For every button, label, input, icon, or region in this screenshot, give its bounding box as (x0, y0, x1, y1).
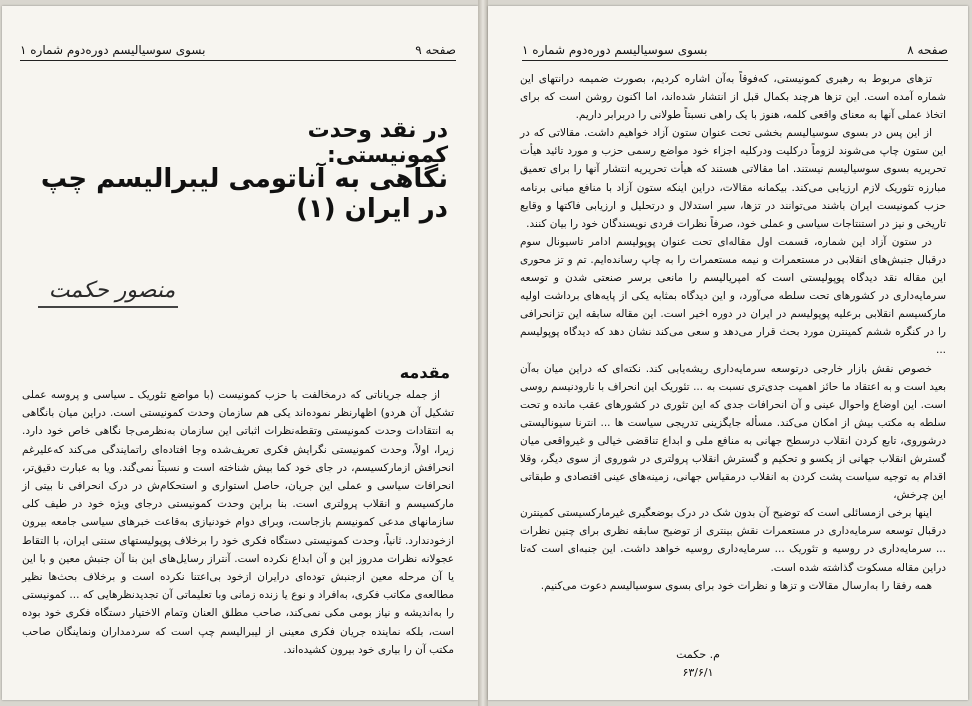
right-body-text (520, 70, 946, 595)
page-number: صفحه ۸ (907, 43, 948, 57)
body-paragraph: از جمله جریاناتی که درمخالفت با حزب کمونیست (با مواضع تئوریک ـ سیاسی و پروسه عملی تشکیل آن هردو) اظهارنظر نموده‌اند یکی هم سازمان وحدت کمونیستی است. دراین میان بانگاهی به انتقادات وحدت کمونیستی وتقطه‌نظرات اثباتی این سازمان به‌نظرمی‌جا نگاهی خاص خود دارد. زیرا، اولاً، وحدت کمونیستی نگرایش فکری تعریف‌شده وجا افتاده‌ای راتمایندگی می‌کند که‌علیرغم انحرافش ازمارکسیسم، در جای خود کما بیش شناخته است و نسبتاً نمی‌گند. ویا به عبارت دقیق‌تر، انحرافات سیاسی و عملی این جریان، حاصل استواری و استحکام‌ش در درک انحرافی نا بیتی از مارکسیسم و انقلاب پرولتری است. بنا براین وحدت کمونیستی درجای ویژه خود در طیف کلی سازمانهای مدعی کمونیسم بازجاست، وبرای دوام خودنیازی به‌قاعت خبرهای سیاسی جامعه بیرون ازخودندارد. ثانیاً، وحدت کمونیستی دستگاه فکری خود را برخلاف پوپولیستهای سنتی ایران، با التقاط عجولانه نظرات مدروز این و آن ابداع نکرده است. آنتراز رسایل‌های این بنا آن جنبش معین و با این یا آن مرحله معین ازجنبش توده‌ای درایران ازخود بی‌اعتنا نکرده است و برخلاف بحث‌ها نظیر مطالعه‌ی مکاتب فکری، به‌افراد و نوع یا زنده زمانی وبا تعلیماتی آن تجدیدنظرهایی که ... کمونیستی را به‌اندیشه و نیاز بومی مکی نمی‌کند، صاحب مطلق العنان وتمام الاختیار دستگاه فکری خود بوده است، بلکه نماینده جریان فکری معینی از لیبرالیسم چپ است که سردمداران ونماینگان صاحب مکتب آن را بیاری خود بیرون کشیده‌اند. (22, 389, 454, 656)
page-number: صفحه ۹ (415, 43, 456, 57)
body-paragraph: همه رفقا را به‌ارسال مقالات و تزها و نظرات خود برای بسوی سوسیالیسم دعوت می‌کنیم. (540, 579, 932, 592)
body-paragraph: تزهای مربوط به رهبری کمونیستی، که‌فوقاً به‌آن اشاره کردیم، بصورت ضمیمه درانتهای این شماره آمده است. این تزها هرچند بکمال قبل از انتشار شده‌اند، اما اکنون روشن است که برای اتخاذ عملی آنها به معنای واقعی کلمه، هنوز با یک راهی نسبتاً طولانی را دربرابر داریم. (520, 73, 946, 122)
author-name: منصور حکمت (48, 278, 176, 303)
journal-serial: بسوی سوسیالیسم دوره‌دوم شماره ۱ (20, 43, 206, 57)
signature-date: ۶۳/۶/۱ (682, 666, 714, 679)
body-paragraph: خصوص نقش بازار خارجی درتوسعه سرمایه‌داری ریشه‌یابی کند. نکته‌ای که دراین میان به‌آن بعید است و به اعتقاد ما حائز اهمیت جدی‌تری نسبت به ... تئوریک این انحراف با نارودنیسم روسی است. این اوضاع واحوال عینی و آن انحرافات جدی که این تئوری در کشورهای عقب مانده و تحت سلطه به مکتب بیش از امکان می‌کند. مسأله جایگزینی تدریجی سیاست ها ... انترنا سیونالیستی درشوروی، تابع کردن انقلاب درسطح جهانی به منافع ملی و ابداع تناقضی خیالی و غیرواقعی میان گسترش انقلاب جهانی از یکسو و تحکیم و گسترش انقلاب پرولتری در شوروی از سوی دیگر، وقلا اقدام به توجیه سیاست پشت کردن به انقلاب درمقیاس جهانی، زمینه‌های عینی اقتصادی و طبقاتی این چرخش، (520, 362, 946, 502)
left-page-header (20, 40, 456, 61)
article-title-line2: نگاهی به آناتومی لیبرالیسم چپ در ایران (۱) (40, 164, 448, 224)
article-title-line1: در نقد وحدت کمونیستی: (307, 118, 448, 168)
right-page-header (522, 40, 948, 61)
left-page (2, 6, 478, 700)
section-heading: مقدمه (399, 363, 450, 382)
signature-block (628, 646, 768, 682)
signature-name: م. حکمت (676, 648, 720, 661)
left-body-text (22, 386, 454, 659)
body-paragraph: اینها برخی ازمسائلی است که توضیح آن بدون شک در درک بوضعگیری غیرمارکسیستی کمینترن درقبال توسعه سرمایه‌داری در مستعمرات نقش بینتری از توضیح سابقه نظری برای چنین نظرات ... سرمایه‌داری در روسیه و تئوریک ... سرمایه‌داری روسیه خواهد داشت. این جنبه‌ای است که‌تا دراین مقاله مسکوت گذاشته شده است. (520, 507, 946, 574)
author-underline (38, 306, 178, 308)
body-paragraph: از این پس در بسوی سوسیالیسم بخشی تحت عنوان ستون آزاد خواهیم داشت. مقالاتی که در این ستون چاپ می‌شوند لزوماً درکلیت ودرکلیه اجزاء خود مواضع رسمی حزب و مورد تائید هیأت تحریریه بسوی سوسیالیسم نیستند. اما مقالاتی هستند که هیأت تحریریه انتشار آنها را برای تعمیق مبارزه تئوریک لازم ارزیابی می‌کند. بیکمانه مقالات، دراین اینکه ستون آزاد با منافع مبانی برنامه حزب کمونیست ایران باشند می‌توانند در تزها، سیر استدلال و درتحلیل و ارزیابی فاکتها و وقایع تاریخی و نیز در استنتاجات سیاسی و عملی خود، صرفاً نظرات فردی نویسندگان خود را بیان کنند. (520, 127, 946, 230)
journal-serial: بسوی سوسیالیسم دوره‌دوم شماره ۱ (522, 43, 708, 57)
right-page (488, 6, 968, 700)
body-paragraph: در ستون آزاد این شماره، قسمت اول مقاله‌ای تحت عنوان پوپولیسم ادامر تاسیونال سوم درقبال جنبش‌های انقلابی در مستعمرات و نیمه مستعمرات را به چاپ رسانده‌ایم. تم و تز محوری این مقاله نقد دیدگاه پوپولیستی است که امپریالیسم را مانعی برسر صنعتی شدن و توسعه سرمایه‌داری در کشورهای تحت سلطه می‌آورد، و این دیدگاه بمثابه یکی از پایه‌های برداشت اولیه مارکسیسم انقلابی برعلیه پوپولیسم در ایران در دوره اخیر است. این مقاله سابقه این تزانحرافی را در کنگره ششم کمینترن مورد بحث قرار می‌دهد و سعی می‌کند نشان دهد که دیدگاه پوپولیسم ... (520, 235, 946, 357)
book-gutter (478, 0, 488, 706)
